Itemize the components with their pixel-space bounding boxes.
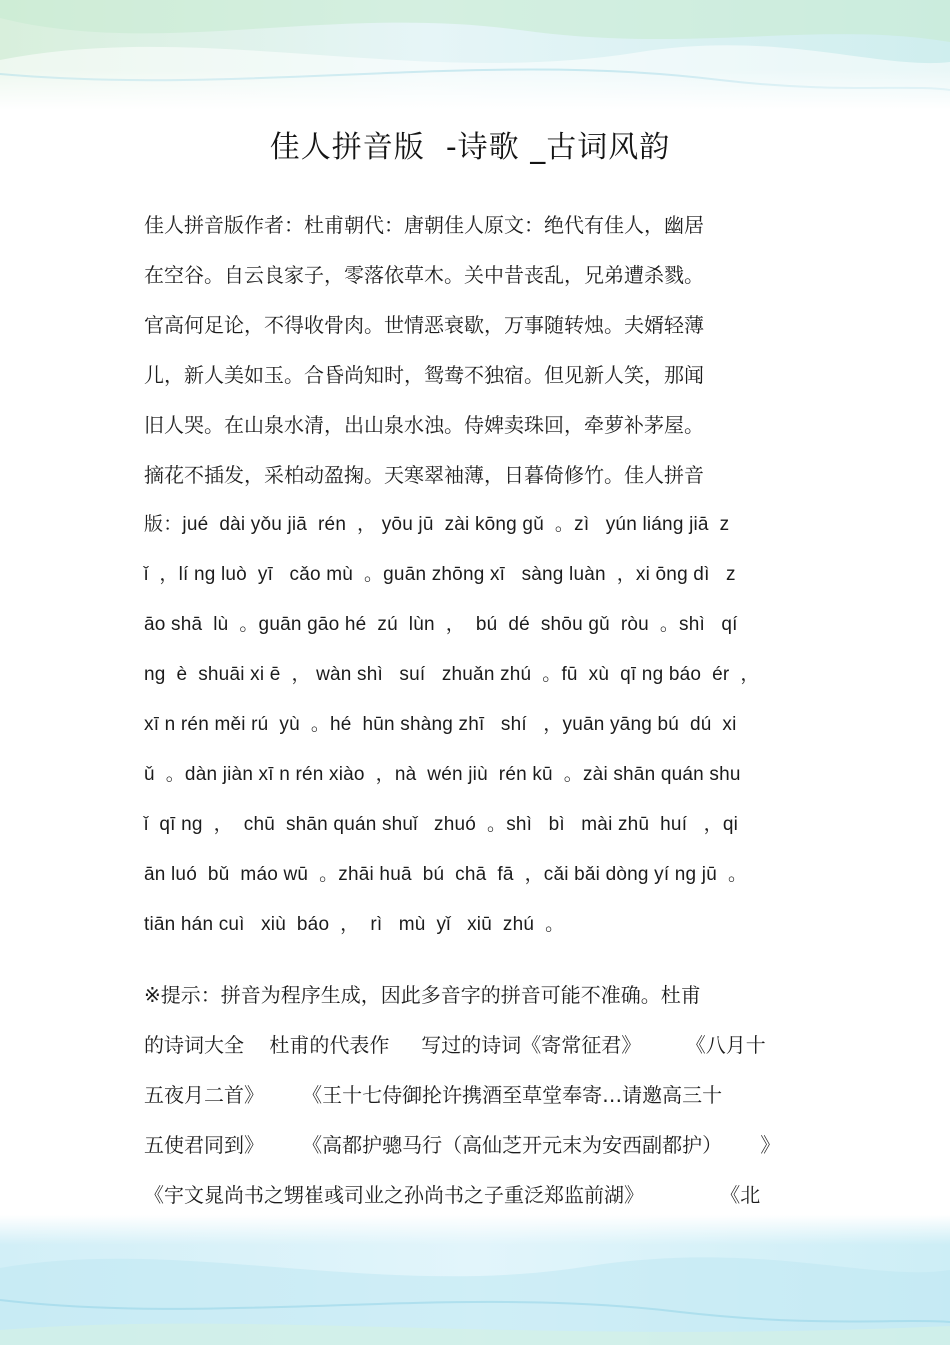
body-line: 在空谷。自云良家子，零落依草木。关中昔丧乱，兄弟遭杀戮。 (144, 263, 704, 287)
note-line: 五夜月二首》 《王十七侍御抡许携酒至草堂奉寄…请邀高三十 (144, 1083, 723, 1107)
note-line: 的诗词大全 杜甫的代表作 写过的诗词《寄常征君》 《八月十 (144, 1033, 766, 1057)
pinyin-line: 版：jué dài yǒu jiā rén ， yōu jū zài kōng gǔ 。zì yún liáng jiā z (144, 514, 730, 535)
pinyin-line: tiān hán cuì xiù báo ， rì mù yǐ xiū zhú 。 (144, 914, 565, 935)
body-line: 旧人哭。在山泉水清，出山泉水浊。侍婢卖珠回，牵萝补茅屋。 (144, 413, 704, 437)
pinyin-line: ān luó bǔ máo wū 。zhāi huā bú chā fā ，cǎi bǎi dòng yí ng jū 。 (144, 864, 748, 885)
pinyin-line: ng è shuāi xi ē ， wàn shì suí zhuǎn zhú 。fū xù qī ng báo ér ， (144, 664, 760, 685)
pinyin-line: ǔ 。dàn jiàn xī n rén xiào ，nà wén jiù rén kū 。zài shān quán shu (144, 764, 741, 785)
note-line: 《宇文晁尚书之甥崔彧司业之孙尚书之子重泛郑监前湖》 《北 (144, 1183, 761, 1207)
note-line: 五使君同到》 《高都护骢马行（高仙芝开元末为安西副都护） 》 (144, 1133, 781, 1157)
pinyin-line: āo shā lù 。guān gāo hé zú lùn ， bú dé shōu gǔ ròu 。shì qí (144, 614, 738, 635)
pinyin-line: ǐ qī ng ， chū shān quán shuǐ zhuó 。shì bì mài zhū huí ，qi (144, 814, 739, 835)
body-line: 佳人拼音版作者：杜甫朝代：唐朝佳人原文：绝代有佳人，幽居 (144, 213, 704, 237)
note-line: ※提示：拼音为程序生成，因此多音字的拼音可能不准确。杜甫 (144, 983, 701, 1007)
body-line: 官高何足论，不得收骨肉。世情恶衰歇，万事随转烛。夫婿轻薄 (144, 313, 704, 337)
pinyin-line: xī n rén měi rú yù 。hé hūn shàng zhī shí ，yuān yāng bú dú xi (144, 714, 737, 735)
body-line: 儿，新人美如玉。合昏尚知时，鸳鸯不独宿。但见新人笑，那闻 (144, 363, 704, 387)
page-title: 佳人拼音版 -诗歌 _古词风韵 (269, 130, 671, 165)
pinyin-line: ǐ ，lí ng luò yī cǎo mù 。guān zhōng xī sàng luàn ，xi ōng dì z (144, 564, 736, 585)
body-line: 摘花不插发，采柏动盈掬。天寒翠袖薄，日暮倚修竹。佳人拼音 (144, 463, 704, 487)
